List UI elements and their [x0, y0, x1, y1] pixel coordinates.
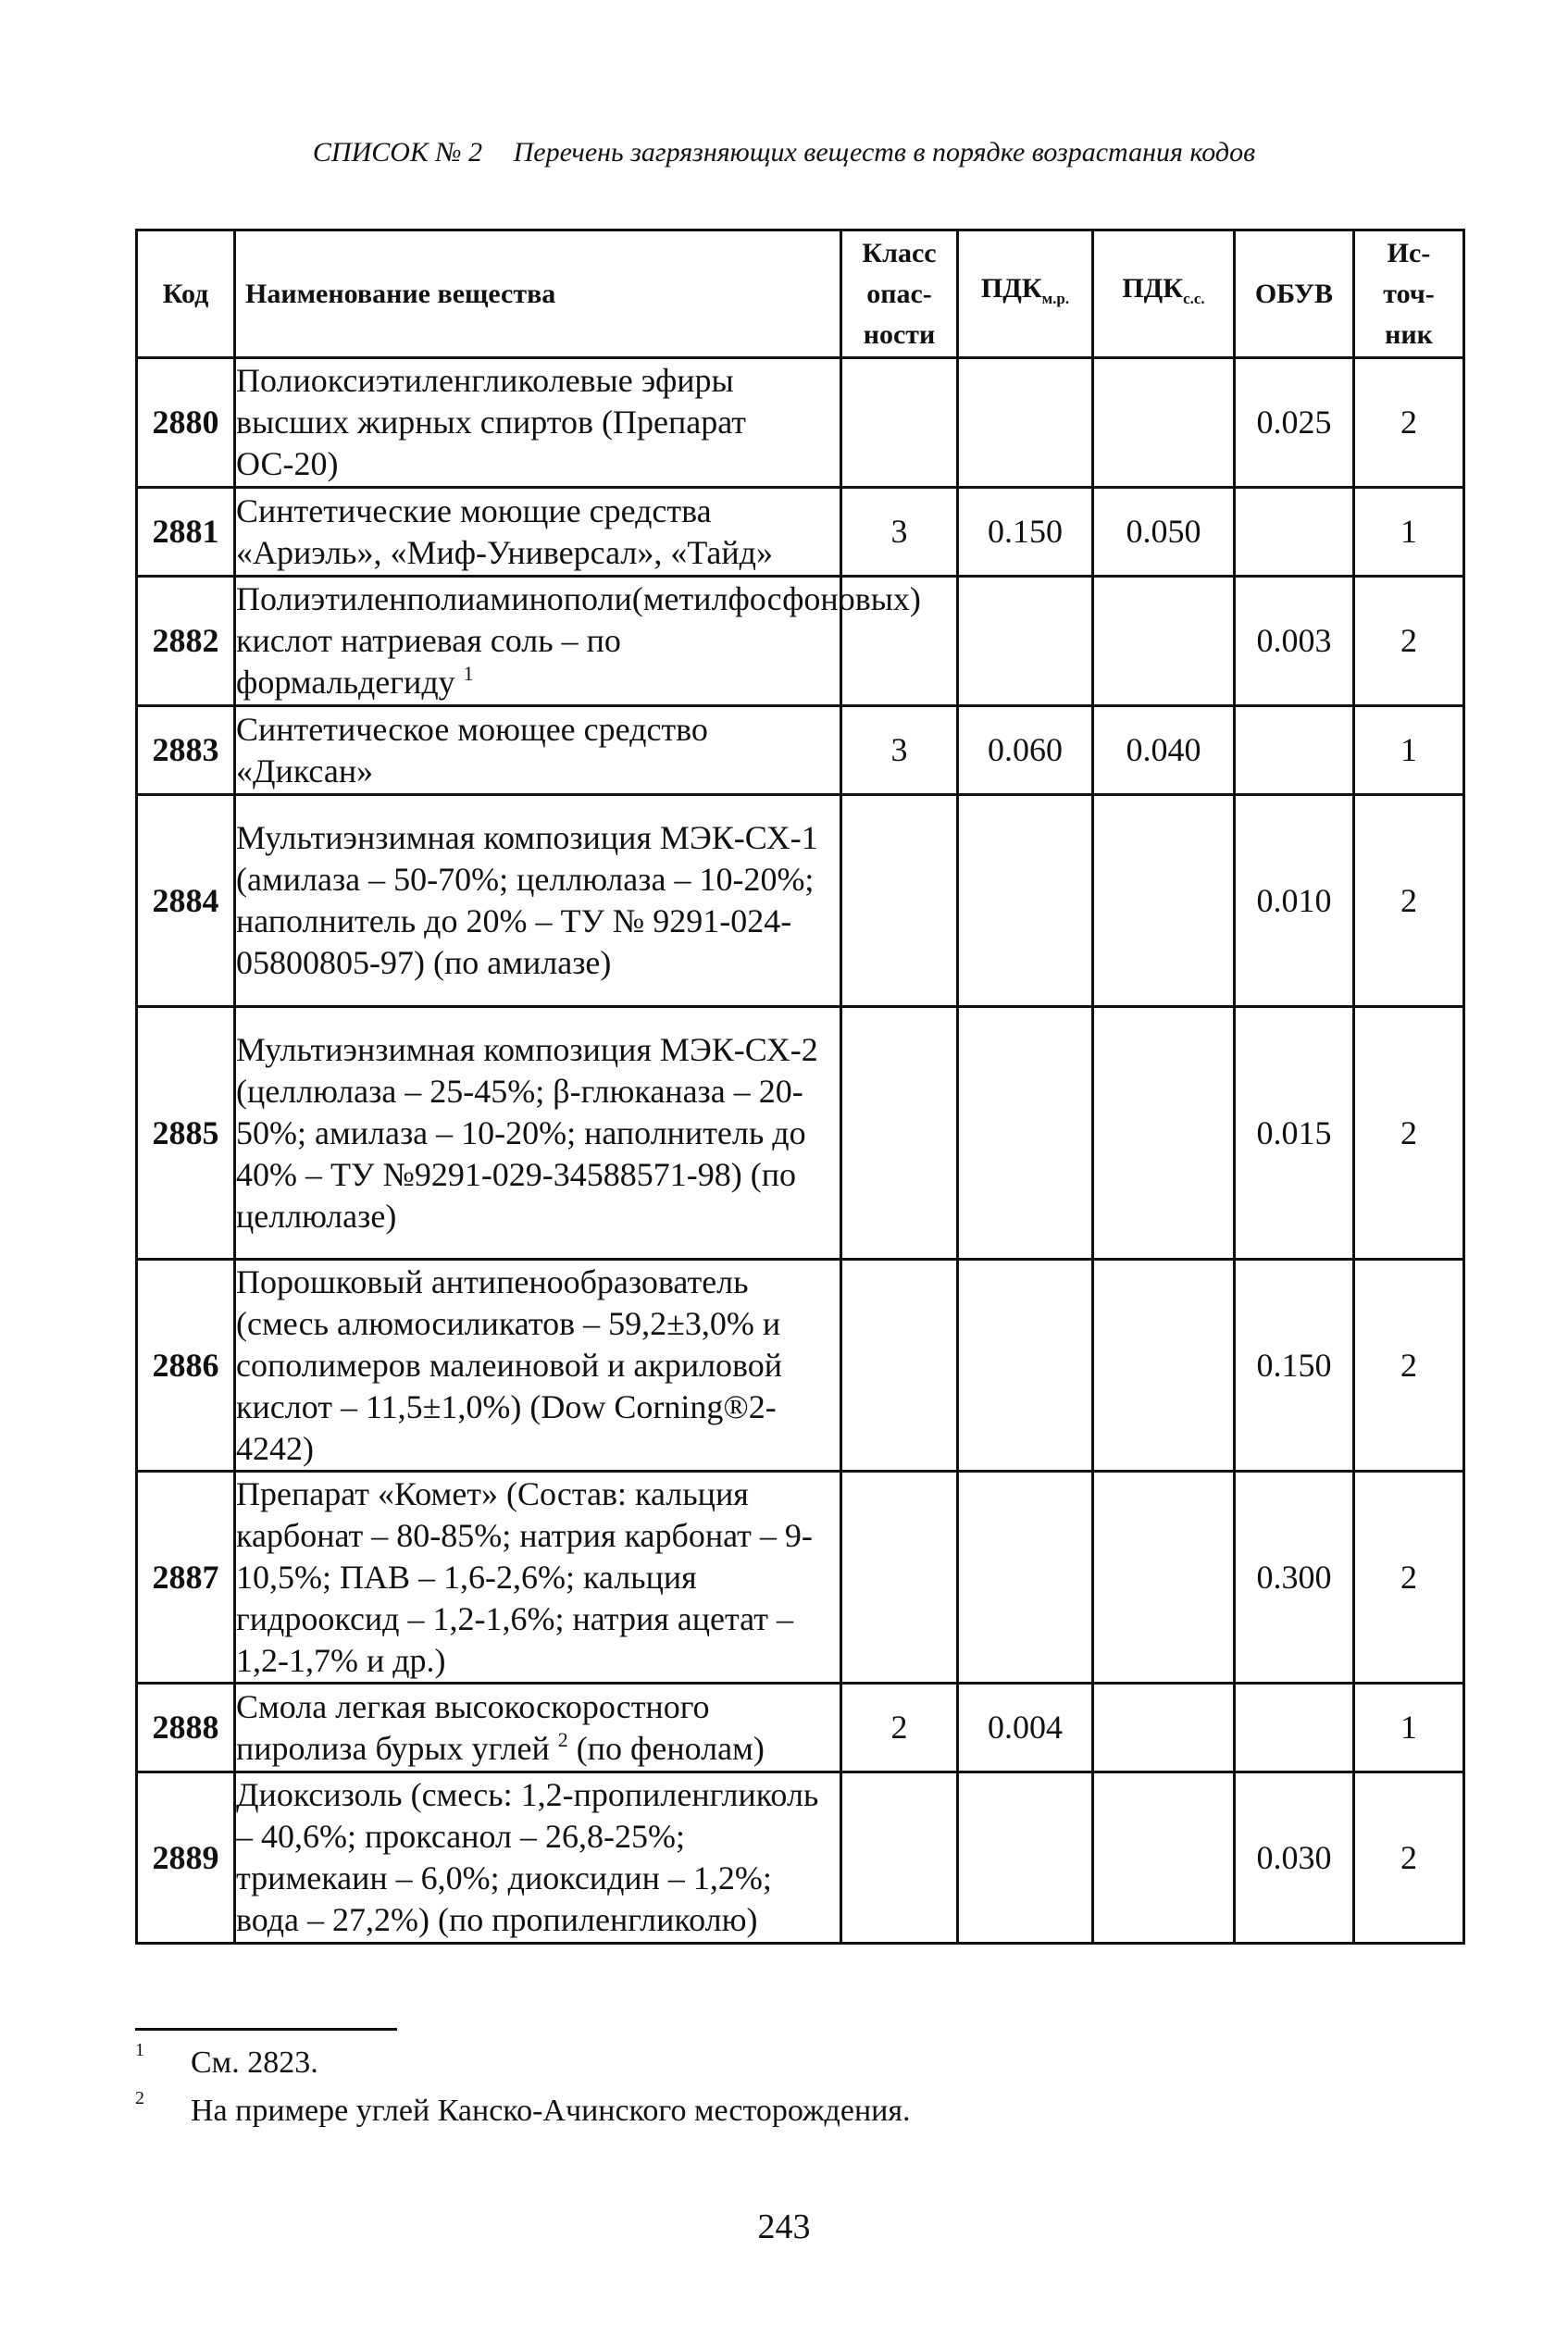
- cell-obuv: [1235, 488, 1354, 577]
- page-header: [0, 137, 1568, 168]
- cell-pdk-mr: [958, 577, 1093, 706]
- cell-code: 2886: [137, 1260, 235, 1472]
- cell-hazard-class: [841, 1472, 958, 1684]
- table-row: [137, 1772, 1464, 1944]
- cell-code: 2885: [137, 1007, 235, 1260]
- cell-source: 2: [1354, 577, 1464, 706]
- cell-hazard-class: [841, 1260, 958, 1472]
- cell-source: 2: [1354, 1007, 1464, 1260]
- cell-pdk-mr: [958, 1007, 1093, 1260]
- header-obuv: ОБУВ: [1235, 230, 1354, 358]
- cell-pdk-mr: [958, 1772, 1093, 1944]
- table-row: [137, 488, 1464, 577]
- header-pdk-mr: $ПДК_{м.р.}$: [958, 230, 1093, 358]
- cell-hazard-class: 3: [841, 706, 958, 795]
- cell-source: 1: [1354, 706, 1464, 795]
- cell-pdk-mr: [958, 1260, 1093, 1472]
- cell-pdk-ss: [1093, 1772, 1235, 1944]
- cell-hazard-class: 3: [841, 488, 958, 577]
- table-row: [137, 795, 1464, 1007]
- table-header-row: [137, 230, 1464, 358]
- cell-pdk-ss: [1093, 1684, 1235, 1772]
- header-name: Наименование вещества: [235, 230, 841, 358]
- footnote-divider: [135, 2028, 397, 2031]
- list-subtitle: Перечень загрязняющих веществ в порядке возрастания кодов: [513, 137, 1256, 168]
- cell-source: 1: [1354, 1684, 1464, 1772]
- cell-pdk-ss: 0.050: [1093, 488, 1235, 577]
- cell-hazard-class: [841, 358, 958, 488]
- cell-name: Мультиэнзимная композиция МЭК-СХ-1 (амилаза – 50-70%; целлюлаза – 10-20%; наполнитель до 20% – ТУ № 9291-024-05800805-97) (по амилазе): [235, 795, 841, 1007]
- footnote-ref: 1: [463, 662, 474, 685]
- cell-source: 2: [1354, 358, 1464, 488]
- cell-source: 2: [1354, 1260, 1464, 1472]
- page-number: 243: [757, 2207, 811, 2246]
- cell-pdk-mr: [958, 795, 1093, 1007]
- cell-hazard-class: 2: [841, 1684, 958, 1772]
- cell-pdk-ss: [1093, 1007, 1235, 1260]
- cell-obuv: 0.010: [1235, 795, 1354, 1007]
- header-code: Код: [137, 230, 235, 358]
- cell-obuv: 0.300: [1235, 1472, 1354, 1684]
- cell-source: 2: [1354, 1772, 1464, 1944]
- cell-pdk-ss: [1093, 1472, 1235, 1684]
- cell-hazard-class: [841, 1772, 958, 1944]
- table-row: [137, 358, 1464, 488]
- cell-name: Синтетическое моющее средство «Диксан»: [235, 706, 841, 795]
- table-row: [137, 1684, 1464, 1772]
- cell-pdk-ss: [1093, 358, 1235, 488]
- table-row: [137, 706, 1464, 795]
- cell-name: Диоксизоль (смесь: 1,2-пропиленгликоль – 40,6%; проксанол – 26,8-25%; тримекаин – 6,0%; диоксидин – 1,2%; вода – 27,2%) (по пропиленгликолю): [235, 1772, 841, 1944]
- cell-code: 2882: [137, 577, 235, 706]
- cell-obuv: [1235, 706, 1354, 795]
- table-row: [137, 1260, 1464, 1472]
- cell-source: 2: [1354, 795, 1464, 1007]
- cell-obuv: 0.025: [1235, 358, 1354, 488]
- footnote-number: 1: [135, 2040, 144, 2060]
- cell-hazard-class: [841, 1007, 958, 1260]
- table-row: [137, 1007, 1464, 1260]
- cell-source: 1: [1354, 488, 1464, 577]
- cell-code: 2880: [137, 358, 235, 488]
- cell-pdk-ss: 0.040: [1093, 706, 1235, 795]
- cell-pdk-ss: [1093, 795, 1235, 1007]
- cell-code: 2883: [137, 706, 235, 795]
- cell-obuv: 0.150: [1235, 1260, 1354, 1472]
- cell-name: Препарат «Комет» (Состав: кальция карбонат – 80-85%; натрия карбонат – 9-10,5%; ПАВ – 1,6-2,6%; кальция гидрооксид – 1,2-1,6%; натрия ацетат – 1,2-1,7% и др.): [235, 1472, 841, 1684]
- cell-name: Смола легкая высокоскоростного пиролиза бурых углей $^2$ (по фенолам): [235, 1684, 841, 1772]
- footnote-1: [135, 2040, 1338, 2083]
- cell-name: Мультиэнзимная композиция МЭК-СХ-2 (целлюлаза – 25-45%; β-глюканаза – 20-50%; амилаза – 10-20%; наполнитель до 40% – ТУ №9291-029-34588571-98) (по целлюлазе): [235, 1007, 841, 1260]
- cell-code: 2884: [137, 795, 235, 1007]
- cell-code: 2881: [137, 488, 235, 577]
- cell-name: Полиэтиленполиаминополи(метилфосфоновых) кислот натриевая соль – по формальдегиду $^1$: [235, 577, 841, 706]
- cell-obuv: 0.030: [1235, 1772, 1354, 1944]
- cell-code: 2888: [137, 1684, 235, 1772]
- footnote-2: [135, 2088, 1338, 2131]
- cell-obuv: [1235, 1684, 1354, 1772]
- cell-hazard-class: [841, 795, 958, 1007]
- cell-code: 2887: [137, 1472, 235, 1684]
- header-hazard-class: Класс опас- ности: [841, 230, 958, 358]
- footnote-ref: 2: [557, 1727, 568, 1751]
- cell-code: 2889: [137, 1772, 235, 1944]
- pollutants-table: [135, 229, 1465, 1945]
- cell-obuv: 0.003: [1235, 577, 1354, 706]
- cell-pdk-ss: [1093, 1260, 1235, 1472]
- table-row: [137, 1472, 1464, 1684]
- cell-pdk-mr: [958, 358, 1093, 488]
- cell-pdk-ss: [1093, 577, 1235, 706]
- cell-pdk-mr: 0.150: [958, 488, 1093, 577]
- footnote-text: См. 2823.: [191, 2045, 318, 2080]
- cell-name: Полиоксиэтиленгликолевые эфиры высших жирных спиртов (Препарат ОС-20): [235, 358, 841, 488]
- cell-name: Синтетические моющие средства «Ариэль», «Миф-Универсал», «Тайд»: [235, 488, 841, 577]
- table-row: [137, 577, 1464, 706]
- cell-obuv: 0.015: [1235, 1007, 1354, 1260]
- cell-pdk-mr: [958, 1472, 1093, 1684]
- footnote-text: На примере углей Канско-Ачинского месторождения.: [191, 2094, 911, 2128]
- header-source: Ис- точ- ник: [1354, 230, 1464, 358]
- list-title: СПИСОК № 2: [312, 137, 483, 168]
- cell-pdk-mr: 0.004: [958, 1684, 1093, 1772]
- footnote-number: 2: [135, 2088, 144, 2108]
- cell-pdk-mr: 0.060: [958, 706, 1093, 795]
- cell-source: 2: [1354, 1472, 1464, 1684]
- cell-name: Порошковый антипенообразователь (смесь алюмосиликатов – 59,2±3,0% и сополимеров малеиновой и акриловой кислот – 11,5±1,0%) (Dow Corning®2-4242): [235, 1260, 841, 1472]
- header-pdk-ss: $ПДК_{с.с.}$: [1093, 230, 1235, 358]
